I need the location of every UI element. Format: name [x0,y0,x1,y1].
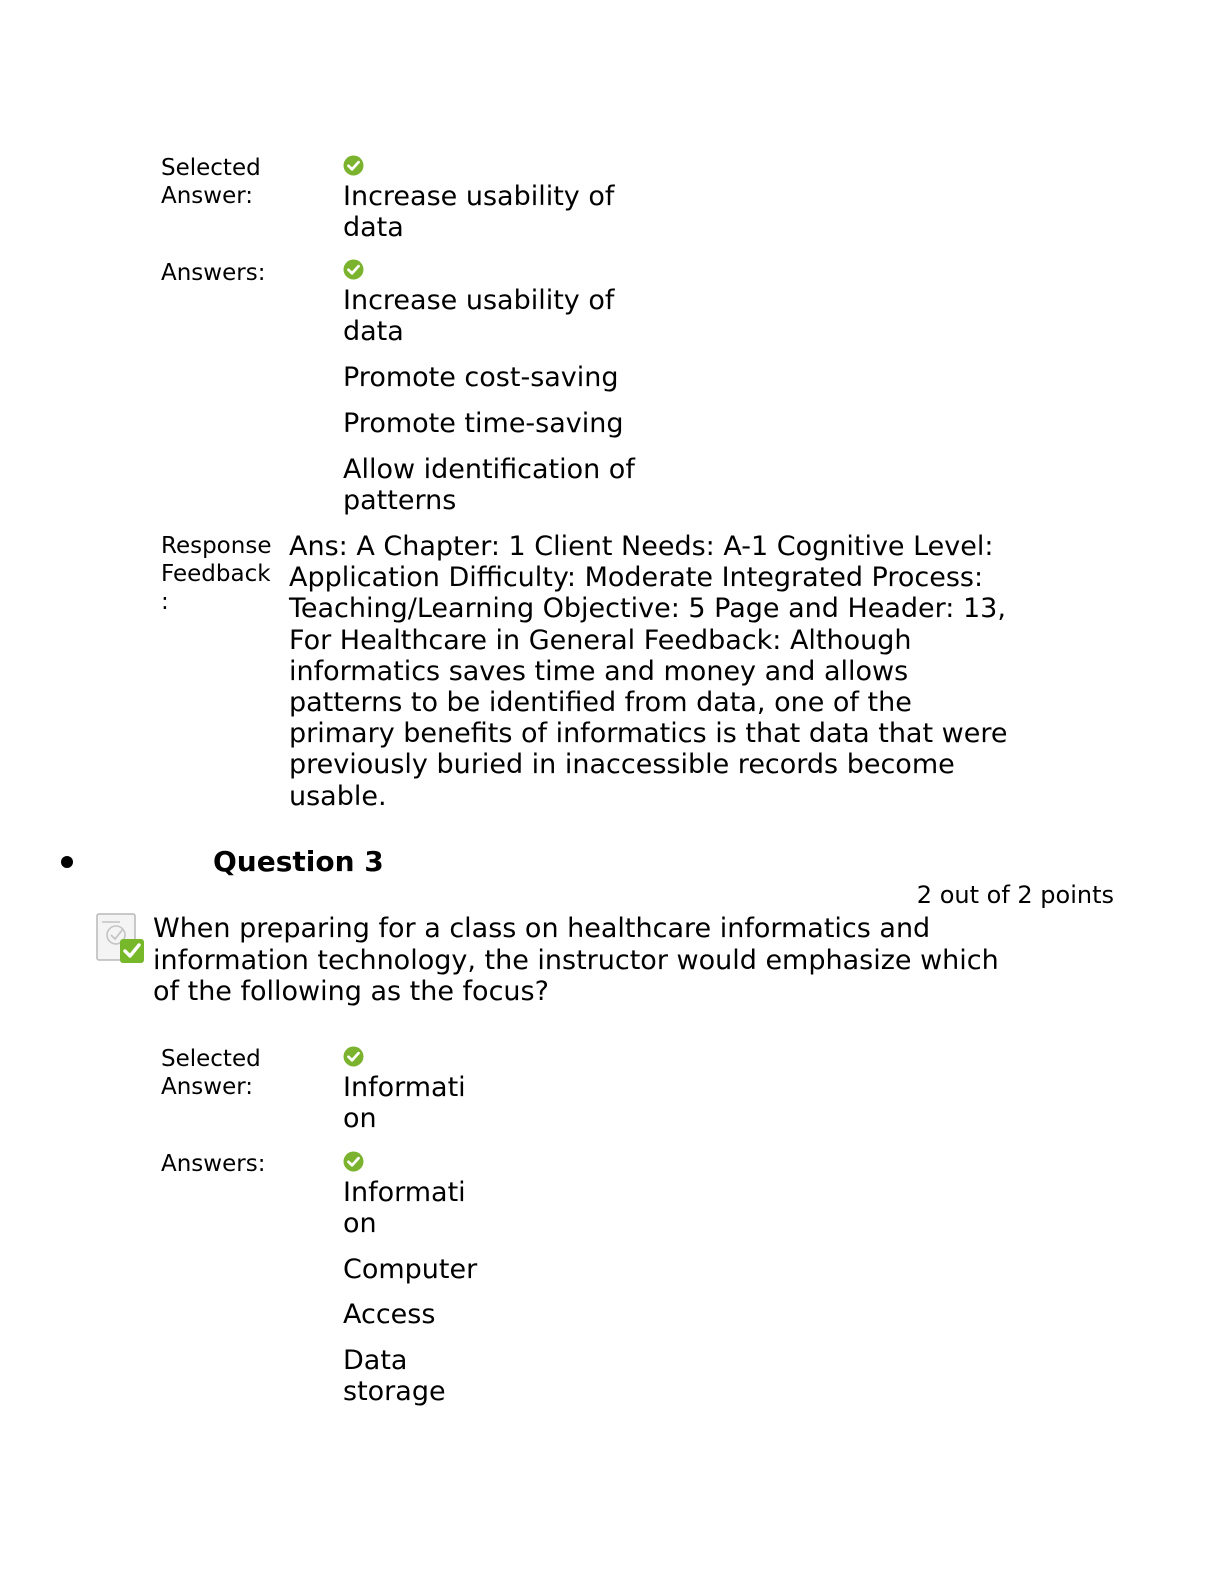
correct-check-icon [343,1046,364,1067]
response-feedback-text: Ans: A Chapter: 1 Client Needs: A-1 Cognitive Level: Application Difficulty: Moderate Integrated Process: Teaching/Learning Objective: 5 Page and Header: 13, For Healthcare in General Feedback: Although informatics saves time and money and allows patterns to be identified from data, one of the primary benefits of informatics is that data that were previously buried in inaccessible records become usable. [289,531,1008,812]
correct-check-icon [343,1151,364,1172]
answer-option: Increase usability of data [343,285,615,347]
answer-option: Promote time-saving [343,408,624,439]
graded-correct-icon [96,913,148,965]
selected-answer-label: Selected Answer: [161,155,261,209]
correct-check-icon [343,155,364,176]
question-points: 2 out of 2 points [916,881,1114,909]
answer-option: Access [343,1299,436,1330]
answer-option: Data storage [343,1345,446,1407]
correct-check-icon [343,259,364,280]
answer-option: Informati on [343,1177,466,1239]
question-text: When preparing for a class on healthcare informatics and information technology, the instructor would emphasize which of the following as the focus? [153,913,999,1007]
answers-label: Answers: [161,260,266,286]
selected-answer-text: Increase usability of data [343,181,615,243]
answer-option: Allow identification of patterns [343,454,635,516]
selected-answer-label: Selected Answer: [161,1046,261,1100]
question-title: Question 3 [213,845,384,878]
answer-option: Promote cost-saving [343,362,619,393]
response-feedback-label: Response Feedback : [161,533,272,615]
list-bullet [61,856,73,868]
selected-answer-text: Informati on [343,1072,466,1134]
answer-option: Computer [343,1254,478,1285]
answers-label: Answers: [161,1151,266,1177]
